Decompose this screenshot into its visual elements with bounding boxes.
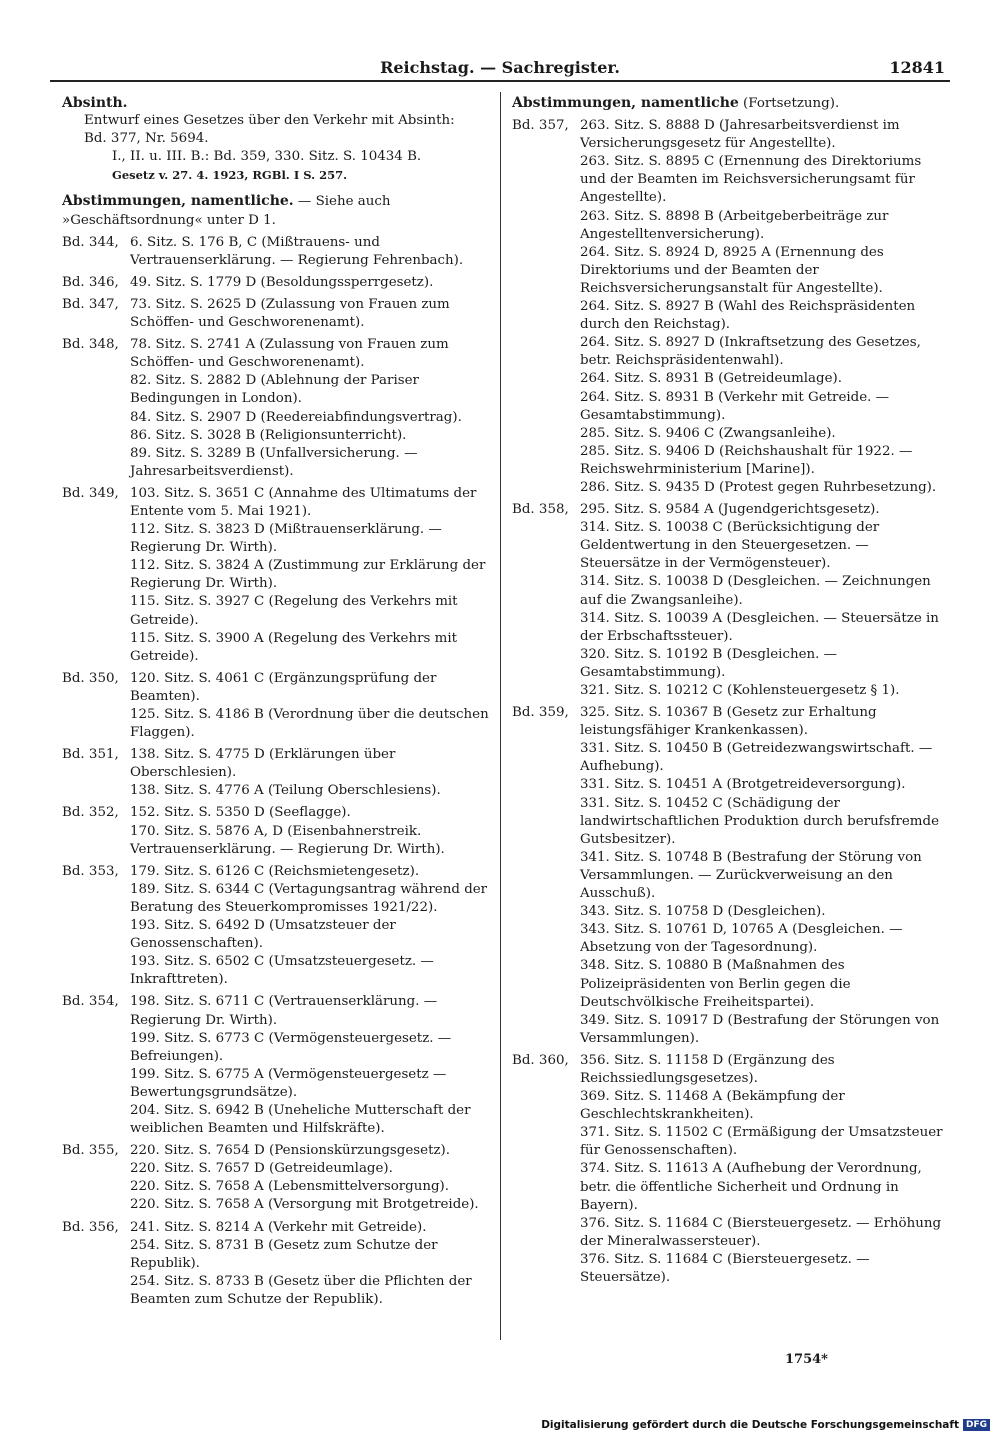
index-entry: 220. Sitz. S. 7658 A (Versorgung mit Brotgetreide). [130,1197,479,1213]
right-volume-list [512,117,944,1287]
volume-entries [130,274,492,292]
index-entry: 112. Sitz. S. 3823 D (Mißtrauenserklärung. — Regierung Dr. Wirth). [130,522,442,556]
signature-mark: 1754* [785,1352,828,1367]
index-entry: 49. Sitz. S. 1779 D (Besoldungssperrgesetz). [130,274,434,290]
index-entry: 254. Sitz. S. 8733 B (Gesetz über die Pflichten der Beamten zum Schutze der Republik). [130,1273,472,1307]
index-entry: 86. Sitz. S. 3028 B (Religionsunterricht). [130,427,407,443]
volume-block [62,993,492,1138]
index-entry: 321. Sitz. S. 10212 C (Kohlensteuergesetz § 1). [580,683,900,698]
index-entry: 314. Sitz. S. 10038 D (Desgleichen. — Zeichnungen auf die Zwangsanleihe). [580,574,931,608]
header-rule [50,80,950,82]
volume-label: Bd. 357, [512,118,569,134]
index-entry: 170. Sitz. S. 5876 A, D (Eisenbahnerstreik. Vertrauenserklärung. — Regierung Dr. Wirth). [130,823,445,857]
index-entry: 263. Sitz. S. 8888 D (Jahresarbeitsverdienst im Versicherungsgesetz für Angestellte). [580,118,900,152]
index-entry: 199. Sitz. S. 6773 C (Vermögensteuergesetz. — Befreiungen). [130,1030,452,1064]
dfg-logo: DFG [963,1419,990,1431]
volume-entries [130,1219,492,1309]
index-entry: 179. Sitz. S. 6126 C (Reichsmietengesetz). [130,863,420,879]
index-entry: 138. Sitz. S. 4775 D (Erklärungen über Oberschlesien). [130,747,396,781]
index-entry: 204. Sitz. S. 6942 B (Uneheliche Mutterschaft der weiblichen Beamten und Hilfskräfte). [130,1102,471,1137]
heading-abstimmungen-title: Abstimmungen, namentliche. [62,193,294,210]
index-entry: 264. Sitz. S. 8931 B (Getreideumlage). [580,371,843,387]
digitization-credit [541,1419,990,1431]
volume-entries [130,336,492,481]
index-entry: 376. Sitz. S. 11684 C (Biersteuergesetz. — Erhöhung der Mineralwassersteuer). [580,1215,942,1249]
volume-block [62,1142,492,1214]
right-column [512,94,944,1287]
index-entry: 220. Sitz. S. 7654 D (Pensionskürzungsgesetz). [130,1143,451,1159]
volume-entries [580,117,944,497]
volume-label: Bd. 347, [62,296,119,312]
index-entry: 89. Sitz. S. 3289 B (Unfallversicherung. — Jahresarbeitsverdienst). [130,445,418,479]
volume-block [62,1219,492,1309]
index-entry: 371. Sitz. S. 11502 C (Ermäßigung der Umsatzsteuer für Genossenschaften). [580,1125,943,1159]
absinth-law: Gesetz v. 27. 4. 1923, RGBl. I S. 257. [112,168,348,183]
index-entry: 374. Sitz. S. 11613 A (Aufhebung der Verordnung, betr. die öffentliche Sicherheit und Ordnung in Bayern). [580,1161,922,1213]
index-entry: 112. Sitz. S. 3824 A (Zustimmung zur Erklärung der Regierung Dr. Wirth). [130,558,486,592]
volume-block [62,274,492,292]
volume-label: Bd. 348, [62,337,119,353]
index-entry: 263. Sitz. S. 8895 C (Ernennung des Direktoriums und der Beamten im Reichsversicherungsamt für Angestellte). [580,154,922,206]
index-entry: 285. Sitz. S. 9406 D (Reichshaushalt für 1922. — Reichswehrministerium [Marine]). [580,443,913,477]
volume-label: Bd. 354, [62,994,119,1010]
index-entry: 125. Sitz. S. 4186 B (Verordnung über die deutschen Flaggen). [130,707,489,741]
index-entry: 220. Sitz. S. 7657 D (Getreideumlage). [130,1161,393,1177]
volume-block [512,1052,944,1287]
index-entry: 84. Sitz. S. 2907 D (Reedereiabfindungsvertrag). [130,409,462,425]
volume-entries [130,485,492,666]
index-entry: 286. Sitz. S. 9435 D (Protest gegen Ruhrbesetzung). [580,479,937,495]
absinth-line: I., II. u. III. B.: Bd. 359, 330. Sitz. S. 10434 B. [112,149,422,165]
absinth-line: Bd. 377, Nr. 5694. [84,131,209,147]
volume-entries [130,234,492,270]
credit-text: Digitalisierung gefördert durch die Deutsche Forschungsgemeinschaft [541,1419,959,1431]
volume-entries [580,1052,944,1287]
index-entry: 152. Sitz. S. 5350 D (Seeflagge). [130,805,351,821]
volume-label: Bd. 359, [512,705,569,721]
index-entry: 115. Sitz. S. 3927 C (Regelung des Verkehrs mit Getreide). [130,594,458,628]
index-entry: 331. Sitz. S. 10451 A (Brotgetreideversorgung). [580,777,906,793]
index-entry: 264. Sitz. S. 8931 B (Verkehr mit Getreide. — Gesamtabstimmung). [580,389,890,423]
index-entry: 263. Sitz. S. 8898 B (Arbeitgeberbeiträge zur Angestelltenversicherung). [580,208,889,242]
volume-entries [130,1142,492,1214]
index-entry: 199. Sitz. S. 6775 A (Vermögensteuergesetz — Bewertungsgrundsätze). [130,1066,447,1100]
heading-absinth: Absinth. [62,95,128,111]
index-entry: 285. Sitz. S. 9406 C (Zwangsanleihe). [580,425,836,441]
volume-entries [130,296,492,332]
index-entry: 356. Sitz. S. 11158 D (Ergänzung des Reichssiedlungsgesetzes). [580,1052,835,1086]
heading-continued-rest: (Fortsetzung). [738,96,840,111]
volume-block [62,670,492,742]
index-entry: 343. Sitz. S. 10761 D, 10765 A (Desgleichen. — Absetzung von der Tagesordnung). [580,922,903,956]
volume-label: Bd. 346, [62,274,119,290]
volume-block [62,234,492,270]
volume-block [62,296,492,332]
index-entry: 73. Sitz. S. 2625 D (Zulassung von Frauen zum Schöffen- und Geschworenenamt). [130,296,450,331]
volume-block [62,336,492,481]
volume-block [512,501,944,700]
page-header [50,56,950,82]
index-entry: 115. Sitz. S. 3900 A (Regelung des Verkehrs mit Getreide). [130,630,457,664]
volume-label: Bd. 349, [62,485,119,501]
index-entry: 320. Sitz. S. 10192 B (Desgleichen. — Gesamtabstimmung). [580,646,838,680]
volume-entries [580,704,944,1048]
absinth-line: Entwurf eines Gesetzes über den Verkehr mit Absinth: [84,113,455,129]
volume-label: Bd. 351, [62,747,119,763]
volume-label: Bd. 356, [62,1219,119,1235]
index-entry: 254. Sitz. S. 8731 B (Gesetz zum Schutze der Republik). [130,1237,438,1271]
volume-entries [130,993,492,1138]
volume-label: Bd. 360, [512,1052,569,1068]
index-entry: 198. Sitz. S. 6711 C (Vertrauenserklärung. — Regierung Dr. Wirth). [130,994,438,1028]
index-entry: 193. Sitz. S. 6502 C (Umsatzsteuergesetz. — Inkrafttreten). [130,954,434,988]
running-title: Reichstag. — Sachregister. [380,58,620,77]
volume-label: Bd. 358, [512,502,569,518]
index-entry: 138. Sitz. S. 4776 A (Teilung Oberschlesiens). [130,783,441,799]
index-entry: 341. Sitz. S. 10748 B (Bestrafung der Störung von Versammlungen. — Zurückverweisung an den Ausschuß). [580,849,922,902]
index-entry: 331. Sitz. S. 10450 B (Getreidezwangswirtschaft. — Aufhebung). [580,741,933,775]
volume-label: Bd. 353, [62,863,119,879]
heading-abstimmungen [62,192,492,229]
index-entry: 369. Sitz. S. 11468 A (Bekämpfung der Geschlechtskrankheiten). [580,1089,845,1123]
index-entry: 331. Sitz. S. 10452 C (Schädigung der landwirtschaftlichen Produktion durch berufsfremde Gutsbesitzer). [580,795,939,847]
index-entry: 264. Sitz. S. 8924 D, 8925 A (Ernennung des Direktoriums und der Beamten der Reichsversicherungsanstalt für Angestellte). [580,244,884,296]
volume-entries [130,863,492,990]
volume-block [512,117,944,497]
volume-label: Bd. 355, [62,1143,119,1159]
index-entry: 241. Sitz. S. 8214 A (Verkehr mit Getreide). [130,1219,427,1235]
index-entry: 120. Sitz. S. 4061 C (Ergänzungsprüfung der Beamten). [130,670,437,704]
index-entry: 343. Sitz. S. 10758 D (Desgleichen). [580,904,826,920]
left-column [62,94,492,1309]
volume-label: Bd. 344, [62,234,119,250]
index-entry: 82. Sitz. S. 2882 D (Ablehnung der Pariser Bedingungen in London). [130,373,419,407]
volume-block [62,863,492,990]
index-entry: 189. Sitz. S. 6344 C (Vertagungsantrag während der Beratung des Steuerkompromisses 1921/22). [130,881,488,915]
volume-block [62,485,492,666]
volume-entries [130,804,492,858]
index-entry: 376. Sitz. S. 11684 C (Biersteuergesetz. — Steuersätze). [580,1251,870,1285]
index-entry: 193. Sitz. S. 6492 D (Umsatzsteuer der Genossenschaften). [130,918,396,952]
index-entry: 220. Sitz. S. 7658 A (Lebensmittelversorgung). [130,1179,450,1195]
index-entry: 264. Sitz. S. 8927 D (Inkraftsetzung des Gesetzes, betr. Reichspräsidentenwahl). [580,335,921,369]
volume-entries [580,501,944,700]
volume-label: Bd. 350, [62,670,119,686]
index-entry: 348. Sitz. S. 10880 B (Maßnahmen des Polizeipräsidenten von Berlin gegen die Deutschvölkische Freiheitspartei). [580,958,851,1010]
index-entry: 103. Sitz. S. 3651 C (Annahme des Ultimatums der Entente vom 5. Mai 1921). [130,485,477,519]
volume-entries [130,670,492,742]
index-entry: 78. Sitz. S. 2741 A (Zulassung von Frauen zum Schöffen- und Geschworenenamt). [130,337,449,371]
heading-abstimmungen-ref: — Siehe auch »Geschäftsordnung« unter D 1. [62,194,391,228]
index-entry: 264. Sitz. S. 8927 B (Wahl des Reichspräsidenten durch den Reichstag). [580,299,916,333]
column-divider [500,92,501,1340]
page-number: 12841 [889,58,945,77]
left-volume-list [62,234,492,1309]
heading-continued [512,94,944,113]
volume-label: Bd. 352, [62,805,119,821]
volume-block [512,704,944,1048]
volume-entries [130,746,492,800]
index-entry: 314. Sitz. S. 10039 A (Desgleichen. — Steuersätze in der Erbschaftssteuer). [580,610,939,644]
index-entry: 325. Sitz. S. 10367 B (Gesetz zur Erhaltung leistungsfähiger Krankenkassen). [580,705,877,739]
index-entry: 349. Sitz. S. 10917 D (Bestrafung der Störungen von Versammlungen). [580,1012,940,1046]
index-entry: 6. Sitz. S. 176 B, C (Mißtrauens- und Vertrauenserklärung. — Regierung Fehrenbach). [130,234,464,268]
index-entry: 295. Sitz. S. 9584 A (Jugendgerichtsgesetz). [580,502,880,518]
volume-block [62,746,492,800]
heading-continued-title: Abstimmungen, namentliche [512,95,739,111]
index-entry: 314. Sitz. S. 10038 C (Berücksichtigung der Geldentwertung in den Steuergesetzen. — Steuersätze in der Vermögensteuer). [580,520,880,572]
volume-block [62,804,492,858]
